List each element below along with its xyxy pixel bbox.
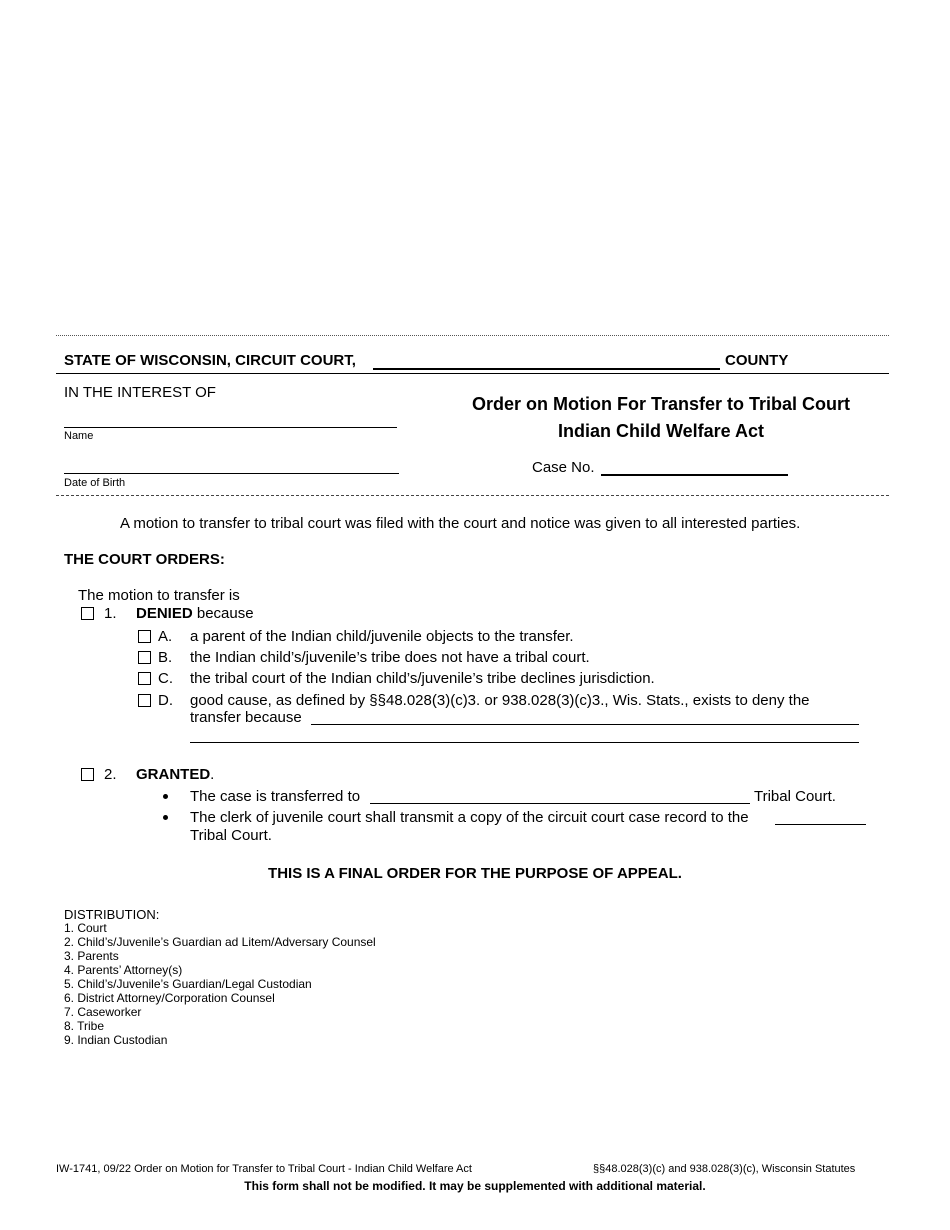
option1-text: [136, 605, 254, 623]
name-field[interactable]: [64, 427, 397, 428]
state-court-label: STATE OF WISCONSIN, CIRCUIT COURT,: [64, 352, 356, 369]
bullet-dot: [163, 794, 168, 799]
in-interest-label: IN THE INTEREST OF: [64, 384, 216, 401]
reason-b-letter: B.: [158, 649, 173, 666]
granted-label: GRANTED: [136, 766, 211, 783]
clerk-tribal-court-suffix: Tribal Court.: [190, 827, 272, 844]
form-title-line2: Indian Child Welfare Act: [557, 421, 765, 441]
transferred-to-text: The case is transferred to: [190, 788, 361, 805]
reason-d-text: good cause, as defined by §§48.028(3)(c)3. or 938.028(3)(c)3., Wis. Stats., exists to deny the: [190, 692, 810, 709]
dob-label: Date of Birth: [64, 477, 126, 489]
distribution-item: 5. Child’s/Juvenile’s Guardian/Legal Custodian: [64, 977, 312, 991]
name-label: Name: [64, 430, 94, 442]
header-divider: [56, 373, 889, 374]
distribution-item: 6. District Attorney/Corporation Counsel: [64, 991, 275, 1005]
county-label: COUNTY: [725, 352, 789, 369]
granted-checkbox[interactable]: [81, 768, 94, 781]
distribution-item: 2. Child’s/Juvenile’s Guardian ad Litem/Adversary Counsel: [64, 935, 376, 949]
reason-c-letter: C.: [158, 670, 173, 687]
granted-suffix: .: [210, 766, 215, 783]
denied-label: DENIED: [136, 605, 193, 622]
option1-number: 1.: [104, 605, 117, 622]
form-title-line1: Order on Motion For Transfer to Tribal Court: [471, 394, 850, 414]
intro-text: A motion to transfer to tribal court was filed with the court and notice was given to all interested parties.: [120, 515, 801, 532]
footer-notice: This form shall not be modified. It may be supplemented with additional material.: [244, 1179, 706, 1193]
reason-d-letter: D.: [158, 692, 173, 709]
reason-d-continuation: transfer because: [190, 709, 302, 726]
clerk-transmit-text: The clerk of juvenile court shall transmit a copy of the circuit court case record to the: [190, 809, 749, 826]
court-orders-heading: THE COURT ORDERS:: [64, 551, 225, 568]
distribution-item: 7. Caseworker: [64, 1005, 142, 1019]
reason-a-text: a parent of the Indian child/juvenile objects to the transfer.: [190, 628, 574, 645]
distribution-item: 1. Court: [64, 921, 107, 935]
reason-b-text: the Indian child’s/juvenile’s tribe does not have a tribal court.: [190, 649, 590, 666]
reason-a-letter: A.: [158, 628, 173, 645]
top-divider: [56, 335, 889, 336]
tribal-court-suffix: Tribal Court.: [754, 788, 836, 805]
option2-number: 2.: [104, 766, 117, 783]
distribution-list: [64, 921, 376, 1047]
reason-d-checkbox[interactable]: [138, 694, 151, 707]
case-no-label: Case No.: [532, 459, 595, 476]
final-order-notice: THIS IS A FINAL ORDER FOR THE PURPOSE OF APPEAL.: [268, 865, 682, 882]
reason-c-checkbox[interactable]: [138, 672, 151, 685]
tribal-court-name-field[interactable]: [370, 803, 750, 804]
header-bottom-divider: [56, 495, 889, 496]
denied-suffix: because: [192, 605, 254, 622]
case-no-field[interactable]: [601, 474, 788, 476]
reason-c-text: the tribal court of the Indian child’s/juvenile’s tribe declines jurisdiction.: [190, 670, 655, 687]
option2-text: [136, 766, 214, 784]
reason-d-field-line1[interactable]: [311, 724, 859, 725]
reason-d-field-line2[interactable]: [190, 742, 859, 743]
clerk-tribal-court-field[interactable]: [775, 824, 866, 825]
motion-is-text: The motion to transfer is: [78, 587, 240, 604]
denied-checkbox[interactable]: [81, 607, 94, 620]
footer-statutes: §§48.028(3)(c) and 938.028(3)(c), Wisconsin Statutes: [593, 1163, 856, 1175]
reason-a-checkbox[interactable]: [138, 630, 151, 643]
reason-b-checkbox[interactable]: [138, 651, 151, 664]
dob-field[interactable]: [64, 473, 399, 474]
footer-form-id: IW-1741, 09/22 Order on Motion for Transfer to Tribal Court - Indian Child Welfare Act: [56, 1163, 472, 1175]
distribution-item: 3. Parents: [64, 949, 119, 963]
distribution-item: 9. Indian Custodian: [64, 1033, 168, 1047]
distribution-heading: DISTRIBUTION:: [64, 907, 160, 922]
county-name-field[interactable]: [373, 368, 720, 370]
distribution-item: 8. Tribe: [64, 1019, 105, 1033]
bullet-dot: [163, 815, 168, 820]
distribution-item: 4. Parents’ Attorney(s): [64, 963, 183, 977]
